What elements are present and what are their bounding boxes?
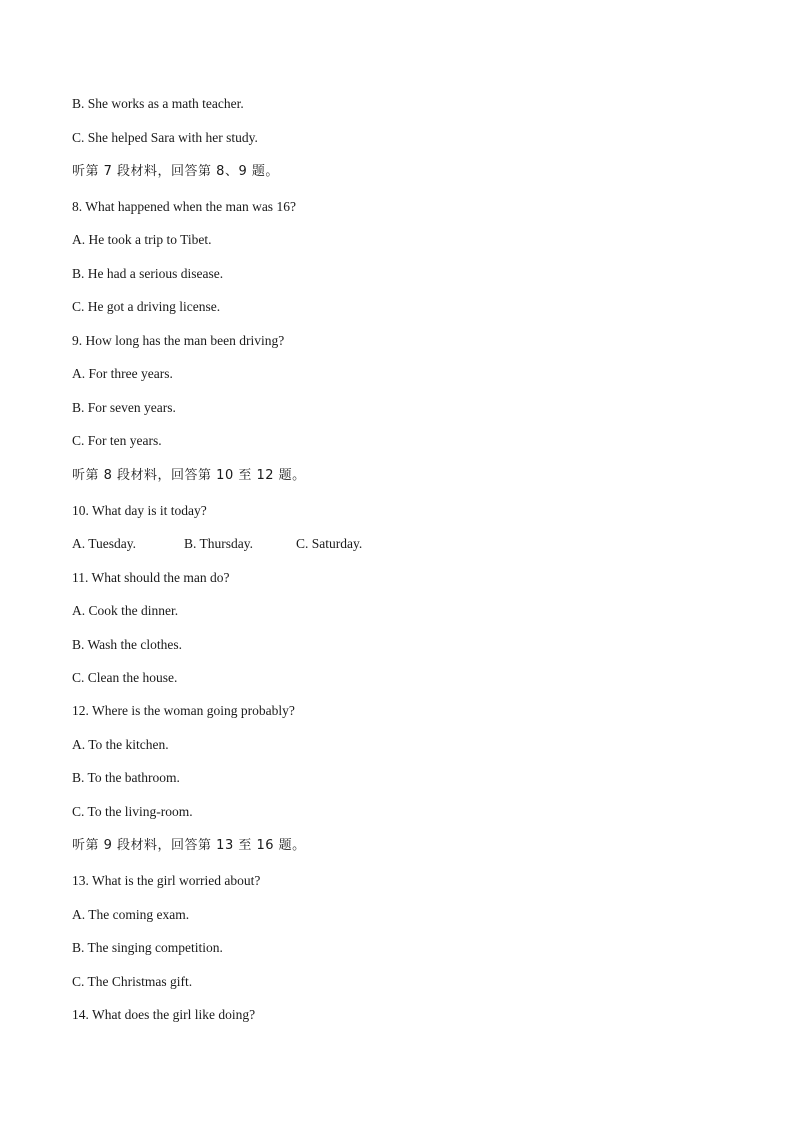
section-heading-8: 听第 8 段材料，回答第 10 至 12 题。 [72,468,306,483]
question-8: 8. What happened when the man was 16? [72,199,296,214]
q9-option-b: B. For seven years. [72,400,176,415]
q10-option-b: B. Thursday. [184,536,253,551]
q8-option-c: C. He got a driving license. [72,299,221,314]
section-heading-9: 听第 9 段材料，回答第 13 至 16 题。 [72,838,306,853]
q13-option-c: C. The Christmas gift. [72,974,193,989]
question-9: 9. How long has the man been driving? [72,333,285,348]
q10-options-row [72,535,362,553]
q12-option-c: C. To the living-room. [72,804,193,819]
question-10: 10. What day is it today? [72,503,207,518]
q8-option-b: B. He had a serious disease. [72,266,224,281]
question-12: 12. Where is the woman going probably? [72,703,295,718]
q9-option-c: C. For ten years. [72,433,162,448]
q13-option-a: A. The coming exam. [72,907,190,922]
q7-option-c: C. She helped Sara with her study. [72,130,258,145]
q7-option-b: B. She works as a math teacher. [72,96,244,111]
q9-option-a: A. For three years. [72,366,173,381]
q11-option-b: B. Wash the clothes. [72,637,183,652]
q13-option-b: B. The singing competition. [72,940,223,955]
q11-option-a: A. Cook the dinner. [72,603,179,618]
q10-option-a: A. Tuesday. [72,536,137,551]
question-14: 14. What does the girl like doing? [72,1007,256,1022]
question-13: 13. What is the girl worried about? [72,873,261,888]
q12-option-b: B. To the bathroom. [72,770,180,785]
question-11: 11. What should the man do? [72,570,230,585]
q8-option-a: A. He took a trip to Tibet. [72,232,212,247]
q12-option-a: A. To the kitchen. [72,737,169,752]
section-heading-7: 听第 7 段材料，回答第 8、9 题。 [72,164,279,179]
q11-option-c: C. Clean the house. [72,670,178,685]
q10-option-c: C. Saturday. [296,536,363,551]
